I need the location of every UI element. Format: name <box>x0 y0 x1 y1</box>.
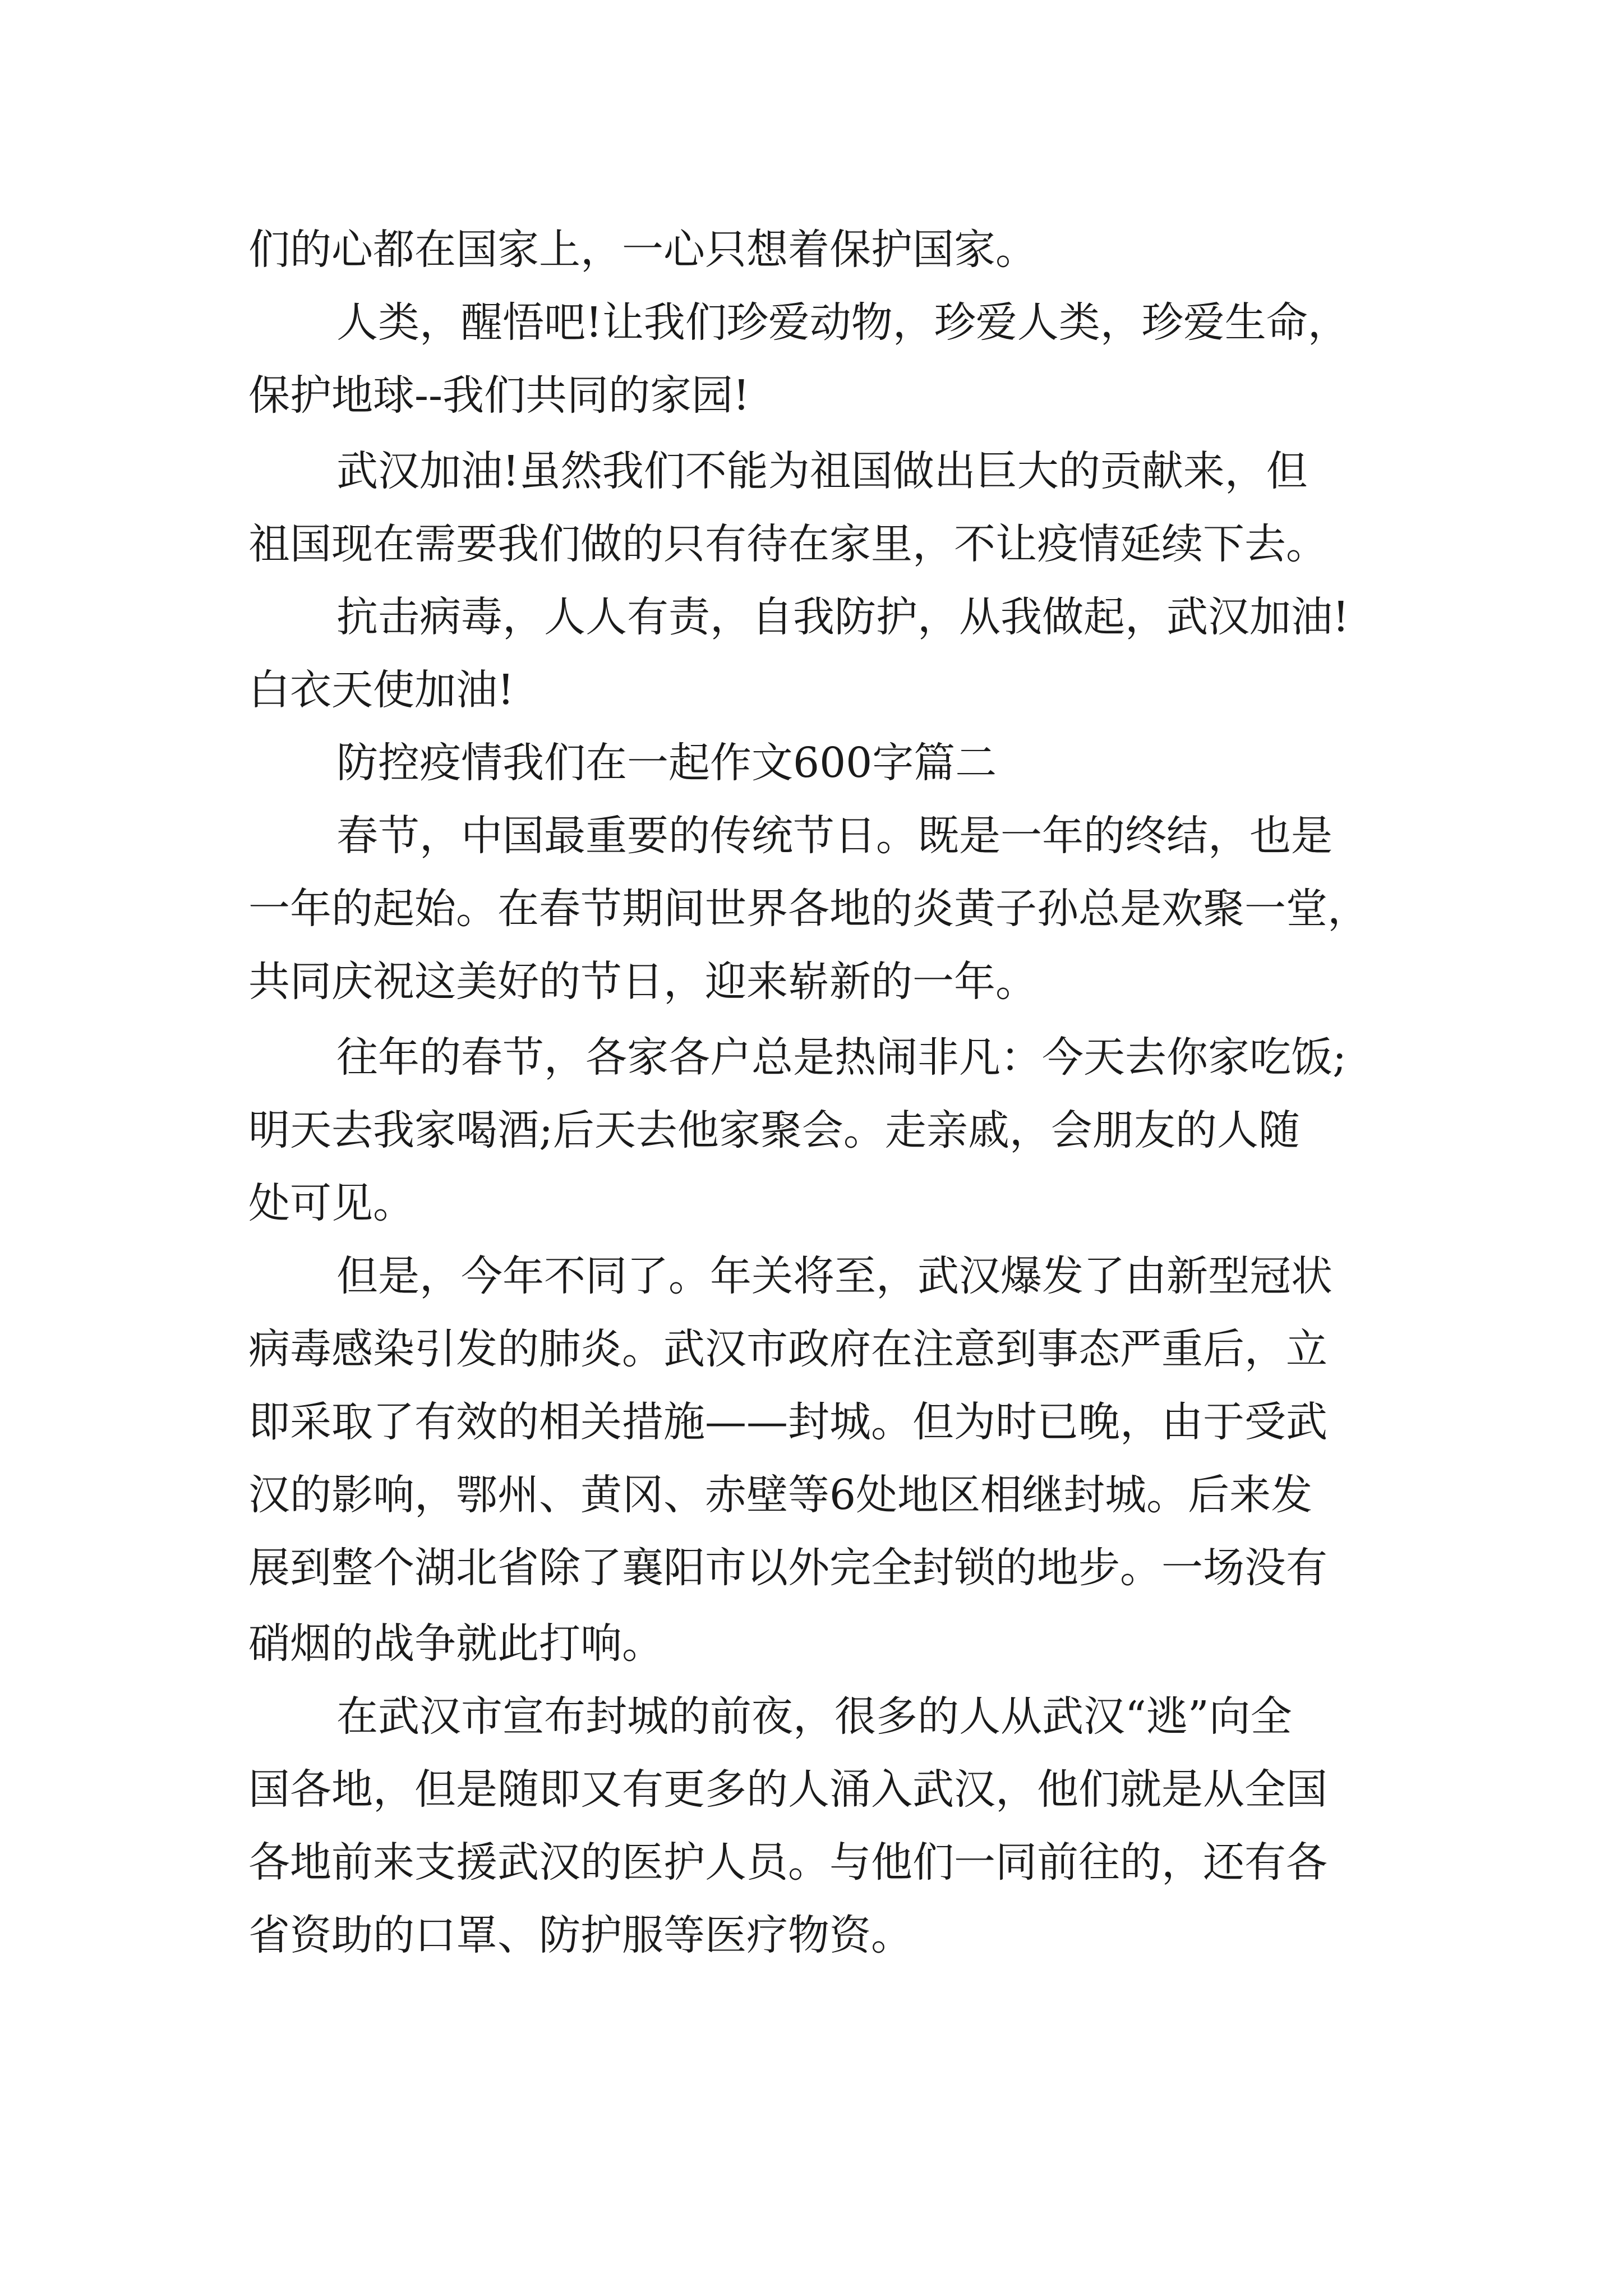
text-line: 一年的起始。在春节期间世界各地的炎黄子孙总是欢聚一堂， <box>248 885 1369 933</box>
text-line: 共同庆祝这美好的节日，迎来崭新的一年。 <box>248 958 1037 1006</box>
text-line: 汉的影响，鄂州、黄冈、赤壁等6处地区相继封城。后来发 <box>248 1471 1313 1519</box>
text-line: 即采取了有效的相关措施——封城。但为时已晚，由于受武 <box>248 1398 1327 1446</box>
text-line: 往年的春节，各家各户总是热闹非凡：今天去你家吃饭; <box>336 1033 1347 1082</box>
text-line: 各地前来支援武汉的医护人员。与他们一同前往的，还有各 <box>248 1838 1327 1887</box>
text-line: 明天去我家喝酒;后天去他家聚会。走亲戚，会朋友的人随 <box>248 1106 1300 1154</box>
text-line: 们的心都在国家上，一心只想着保护国家。 <box>248 226 1037 274</box>
text-line: 展到整个湖北省除了襄阳市以外完全封锁的地步。一场没有 <box>248 1544 1327 1592</box>
text-line: 武汉加油!虽然我们不能为祖国做出巨大的贡献来，但 <box>336 447 1308 495</box>
text-line: 祖国现在需要我们做的只有待在家里，不让疫情延续下去。 <box>248 520 1327 568</box>
text-line: 防控疫情我们在一起作文600字篇二 <box>336 739 997 787</box>
text-line: 保护地球--我们共同的家园! <box>248 371 750 420</box>
text-line: 硝烟的战争就此打响。 <box>248 1619 663 1668</box>
text-line: 病毒感染引发的肺炎。武汉市政府在注意到事态严重后，立 <box>248 1325 1327 1373</box>
text-line: 但是，今年不同了。年关将至，武汉爆发了由新型冠状 <box>336 1252 1332 1300</box>
text-line: 省资助的口罩、防护服等医疗物资。 <box>248 1911 912 1959</box>
text-line: 国各地，但是随即又有更多的人涌入武汉，他们就是从全国 <box>248 1765 1327 1814</box>
text-line: 白衣天使加油! <box>248 666 514 714</box>
text-line: 在武汉市宣布封城的前夜，很多的人从武汉“逃”向全 <box>336 1692 1292 1741</box>
text-line: 人类，醒悟吧!让我们珍爱动物，珍爱人类，珍爱生命， <box>336 298 1349 347</box>
text-line: 处可见。 <box>248 1179 414 1227</box>
text-line: 抗击病毒，人人有责，自我防护，从我做起，武汉加油! <box>336 593 1349 641</box>
text-line: 春节，中国最重要的传统节日。既是一年的终结，也是 <box>336 812 1332 860</box>
